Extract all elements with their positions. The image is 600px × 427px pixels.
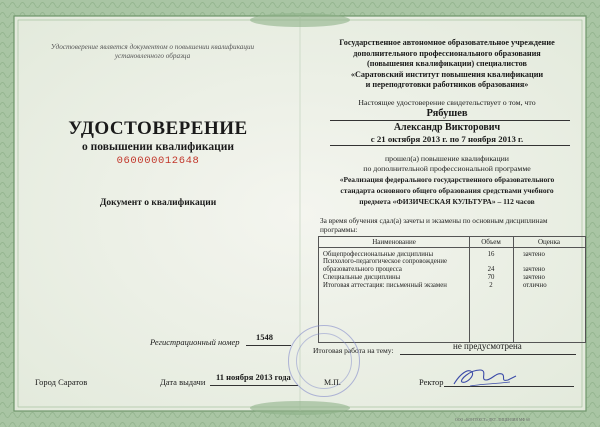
program-line: «Реализация федерального государственного образовательного [339,175,555,184]
rector-label: Ректор [419,377,444,387]
grades-table [318,236,586,343]
document-type: Документ о квалификации [99,198,217,208]
rector-signature [450,362,520,390]
row-grade: зачтено [523,251,545,258]
subjects-intro-line: За время обучения сдал(а) зачеты и экзамены по основным дисциплинам [320,216,548,225]
program-line: стандарта основного общего образования средствами учебного [340,186,554,195]
recipient-name: Александр Викторович [393,122,501,133]
row-name: Психолого-педагогическое сопровождение [323,258,448,265]
course-line: по дополнительной профессиональной программе [363,163,531,173]
stamp-place-label: М.П. [324,378,341,387]
row-hours: 2 [489,282,493,289]
row-name: образовательного процесса [323,266,402,273]
institution-line: и переподготовки работников образования» [365,80,529,89]
row-name: Общепрофессиональные дисциплины [323,251,434,258]
validity-note: Удостоверение является документом о повышении квалификации установленного образца [50,43,255,60]
thesis-underline [400,354,576,355]
header-hours: Объем [481,238,501,246]
institution-name [312,38,582,91]
header-grade: Оценка [537,238,561,246]
subjects-intro-line: программы: [320,225,358,234]
grades-table-header [319,237,585,248]
training-period: с 21 октября 2013 г. по 7 ноября 2013 г. [370,134,524,144]
row-grade: зачтено [523,274,545,281]
program-title [312,174,582,207]
registration-label: Регистрационный номер [150,337,240,347]
program-line: предмета «ФИЗИЧЕСКАЯ КУЛЬТУРА» – 112 часов [359,197,535,206]
header-name: Наименование [372,238,416,246]
row-hours: 24 [487,266,495,273]
row-name: Итоговая аттестация: письменный экзамен [323,282,447,289]
city-label: Город Саратов [35,377,88,387]
subjects-intro [320,216,582,234]
institution-line: Государственное автономное образовательное учреждение [339,38,555,47]
certification-line: Настоящее удостоверение свидетельствует о том, что [358,98,536,107]
course-description [312,154,582,173]
surname-underline [330,120,570,121]
course-line: прошел(а) повышение квалификации [385,154,509,163]
registration-number: 1548 [256,332,273,342]
row-hours: 16 [487,251,495,258]
thesis-label: Итоговая работа на тему: [313,346,394,355]
thesis-value: не предусмотрена [453,341,522,351]
row-grade: отлично [523,282,547,289]
institution-line: дополнительного профессионального образования [353,48,541,58]
serial-number: 060000012648 [116,155,200,167]
institution-line: «Саратовский институт повышения квалификации [350,69,544,79]
row-hours: 70 [487,274,495,281]
row-name: Специальные дисциплины [323,274,401,281]
recipient-surname: Рябушев [426,108,468,119]
period-underline [330,145,570,146]
column-divider [513,237,514,342]
printer-note: ООО «КОНТЕКСТ» ДКТ. ЛИЦЕНЗИЯ МФ 60 [455,418,530,422]
issue-date-underline [210,385,298,386]
institution-line: (повышения квалификации) специалистов [367,59,527,68]
certificate-title: УДОСТОВЕРЕНИЕ [68,118,248,139]
certificate-subtitle: о повышении квалификации [82,141,234,153]
row-grade: зачтено [523,266,545,273]
issue-date-label: Дата выдачи [160,377,206,387]
issue-date-value: 11 ноября 2013 года [216,372,291,382]
registration-underline [246,345,291,346]
